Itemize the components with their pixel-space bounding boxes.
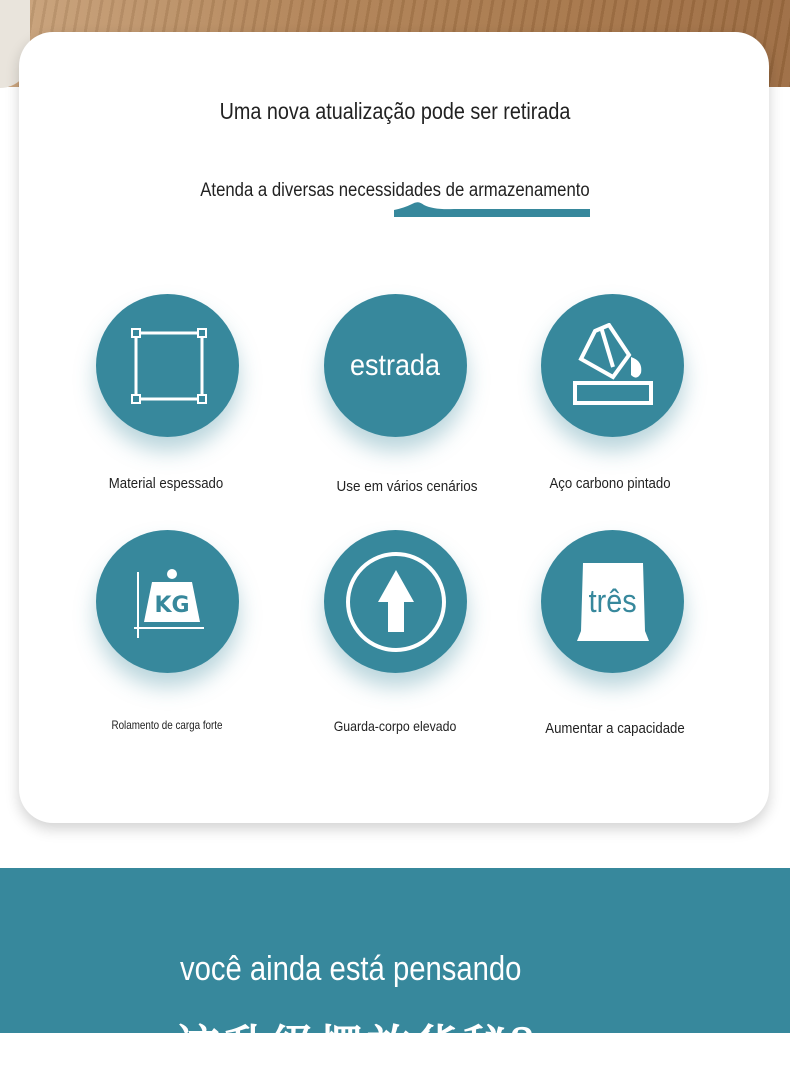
feature-label-material: Material espessado xyxy=(108,475,224,492)
feature-scenarios-circle xyxy=(324,294,467,437)
bottom-cjk-heading: 该升级摆放货秘？ xyxy=(175,1021,559,1072)
scenarios-icon-text: estrada xyxy=(350,348,441,382)
square-frame-icon xyxy=(128,326,208,406)
feature-label-paint: Aço carbono pintado xyxy=(549,475,671,492)
bottom-heading: você ainda está pensando xyxy=(180,950,522,988)
feature-label-load: Rolamento de carga forte xyxy=(111,718,223,732)
feature-guardrail-circle xyxy=(324,530,467,673)
svg-text:KG: KG xyxy=(153,592,190,618)
feature-label-guardrail: Guarda-corpo elevado xyxy=(333,718,457,734)
feature-capacity-circle xyxy=(541,530,684,673)
feature-label-capacity: Aumentar a capacidade xyxy=(545,720,685,737)
up-arrow-circle-icon xyxy=(344,550,448,654)
page-subtitle: Atenda a diversas necessidades de armazenamento xyxy=(200,180,590,201)
page-title: Uma nova atualização pode ser retirada xyxy=(219,98,571,124)
feature-material-circle xyxy=(96,294,239,437)
capacity-icon-text: três xyxy=(588,583,637,619)
feature-paint-circle xyxy=(541,294,684,437)
kg-weight-icon xyxy=(128,562,208,642)
feature-load-circle xyxy=(96,530,239,673)
feature-label-scenarios: Use em vários cenários xyxy=(336,478,478,495)
paint-bucket-icon xyxy=(571,323,655,409)
